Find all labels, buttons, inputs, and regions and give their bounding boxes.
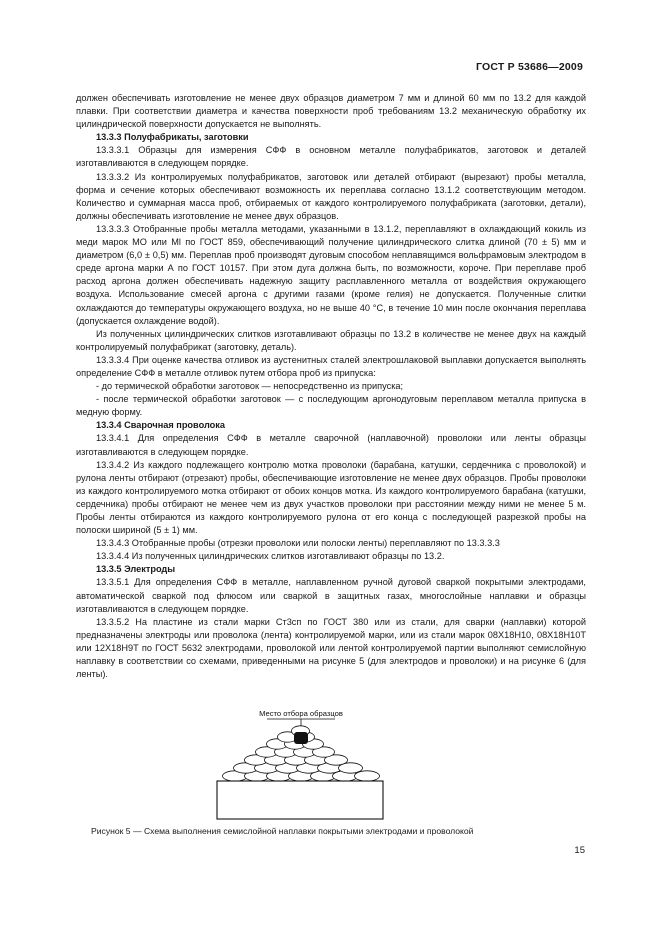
- paragraph: 13.3.4.1 Для определения СФФ в металле сварочной (наплавочной) проволоки или ленты образцы изготавливаются в следующем порядке.: [76, 433, 586, 457]
- section-heading: 13.3.5 Электроды: [96, 564, 176, 575]
- section-heading: 13.3.3 Полуфабрикаты, заготовки: [96, 132, 249, 143]
- paragraph: 13.3.3.3 Отобранные пробы металла методами, указанными в 13.1.2, переплавляют в охлаждающий кокиль из меди марок МО или Ml по ГОСТ 859, обеспечивающий получение цилиндрического слитка длиной (70 ± 5) мм и диаметром (6,0 ± 0,5) мм. Переплав проб производят дуговым способом неплавящимся вольфрамовым электродом в среде аргона марки А по ГОСТ 10157. При этом дуга должна быть, по возможности, короче. При переплаве проб расход аргона должен обеспечивать надежную защиту расплавленного металла от воздействия окружающего воздуха. Использование смесей аргона с другими газами (кроме гелия) не допускается. Полученные слитки охлаждаются до температуры окружающего воздуха, но не выше 40 °С, в течение 10 мин после окончания переплава (допускается охлаждение водой).: [76, 223, 586, 326]
- paragraph: 13.3.3.1 Образцы для измерения СФФ в основном металле полуфабрикатов, заготовок и деталей изготавливаются в следующем порядке.: [76, 145, 586, 169]
- sample-location-marker: [294, 732, 308, 744]
- page-number: 15: [574, 845, 585, 856]
- paragraph: 13.3.3.2 Из контролируемых полуфабрикатов, заготовок или деталей отбирают (вырезают) пробы металла, форма и сечение которых обеспечивают возможность их переплава согласно 13.1.2 соответствующим методом. Количество и суммарная масса проб, отбираемых от каждого контролируемого полуфабриката (заготовки, детали), должны обеспечивать изготовление не менее двух образцов.: [76, 171, 586, 221]
- paragraph: - до термической обработки заготовок — непосредственно из припуска;: [96, 381, 404, 392]
- paragraph: - после термической обработки заготовок — с последующим аргонодуговым переплавом металла припуска в медную форму.: [76, 394, 586, 418]
- sampling-location-label: Место отбора образцов: [259, 709, 343, 718]
- standard-code: ГОСТ Р 53686—2009: [475, 61, 583, 73]
- paragraph: должен обеспечивать изготовление не менее двух образцов диаметром 7 мм и длиной 60 мм по 13.2 для каждой плавки. При соответствии диаметра и качества поверхности проб требованиям 13.2 механическую обработку их цилиндрической поверхности допускается не выполнять.: [76, 93, 586, 130]
- weld-bead-layers: [223, 726, 380, 781]
- paragraph: 13.3.4.4 Из полученных цилиндрических слитков изготавливают образцы по 13.2.: [96, 551, 445, 562]
- paragraph: 13.3.3.4 При оценке качества отливок из аустенитных сталей электрошлаковой выплавки допускается выполнять определение СФФ в металле отливок путем отбора проб из припуска:: [76, 354, 586, 378]
- paragraph: 13.3.4.3 Отобранные пробы (отрезки проволоки или полоски ленты) переплавляют по 13.3.3.3: [96, 538, 500, 549]
- paragraph: 13.3.4.2 Из каждого подлежащего контролю мотка проволоки (барабана, катушки, сердечника с проволокой) и рулона ленты отбирают (отрезают) пробы, обеспечивающие изготовление не менее двух образцов. Пробы проволоки из каждого контролируемого мотка отбирают от обоих концов мотка. Из каждого контролируемого барабана (катушки, сердечника) пробы отбирают не менее чем из двух участков проволоки при расстоянии между ними не менее 5 м. Пробы ленты отбираются из каждого контролируемого рулона от его конца с последующей разрезкой пробы на полоски шириной (5 ± 1) мм.: [76, 459, 586, 536]
- surfacing-diagram: [215, 706, 385, 822]
- paragraph: 13.3.5.2 На пластине из стали марки Ст3сп по ГОСТ 380 или из стали, для сварки (наплавки) которой предназначены электроды или проволока (лента) контролируемой марки, или из стали марок 08Х18Н10, 08Х18Н10Т или 12Х18Н9Т по ГОСТ 5632 электродами, проволокой или лентой контролируемой партии выполняют семислойную наплавку в соответствии со схемами, приведенными на рисунке 5 (для электродов и проволоки) и на рисунке 6 (для ленты).: [76, 616, 586, 680]
- base-plate: [217, 781, 383, 819]
- paragraph: 13.3.5.1 Для определения СФФ в металле, наплавленном ручной дуговой сваркой покрытыми электродами, автоматической сваркой под флюсом или сваркой в защитных газах, многослойные наплавки и образцы изготавливаются в следующем порядке.: [76, 577, 586, 614]
- body-text: [76, 92, 586, 681]
- section-heading: 13.3.4 Сварочная проволока: [96, 420, 225, 431]
- paragraph: Из полученных цилиндрических слитков изготавливают образцы по 13.2 в количестве не менее двух на каждый контролируемый полуфабрикат (заготовку, деталь).: [76, 328, 586, 352]
- figure-caption: Рисунок 5 — Схема выполнения семислойной наплавки покрытыми электродами и проволокой: [91, 826, 474, 836]
